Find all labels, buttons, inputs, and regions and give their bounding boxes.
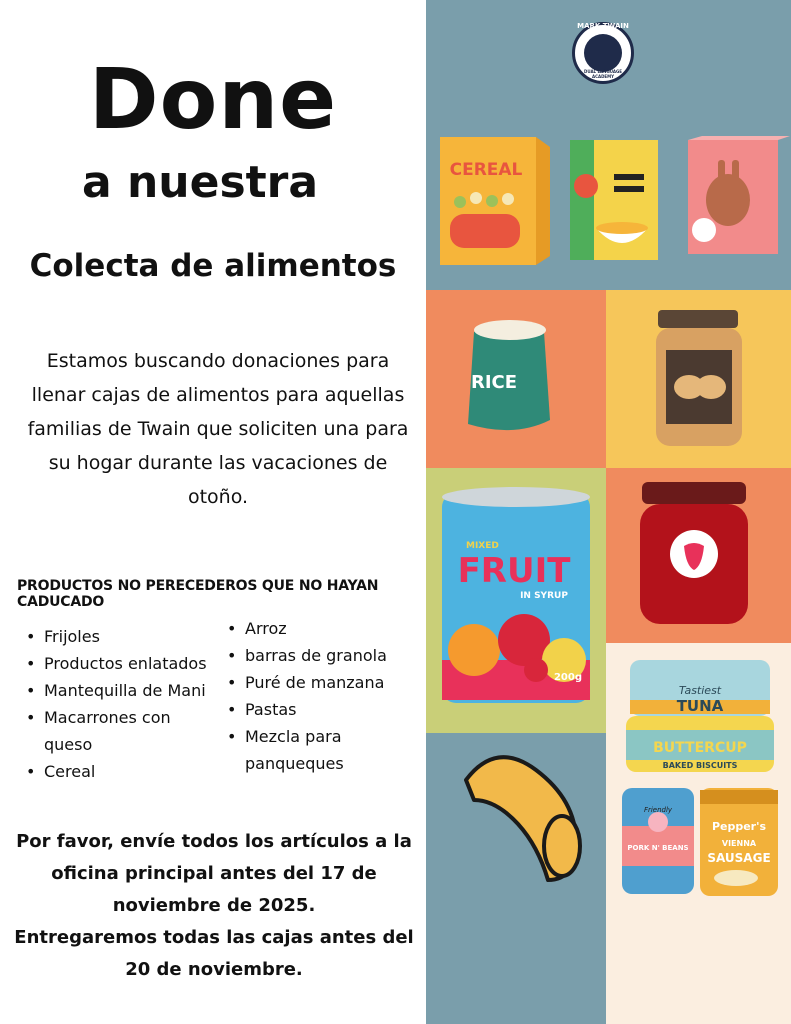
title-a-nuestra: a nuestra: [81, 157, 319, 208]
fruit-small-label: MIXED: [466, 541, 499, 551]
logo-top-text: MARK TWAIN: [577, 22, 629, 30]
list-item: • Arroz: [225, 615, 420, 642]
product-list-right: [225, 615, 420, 777]
intro-paragraph: Estamos buscando donaciones para llenar cajas de alimentos para aquellas familias de Twain que soliciten una para su hogar durante las vacaciones de otoño.: [27, 350, 409, 508]
cereal-label: CEREAL: [449, 160, 523, 180]
wolf-emblem-icon: [584, 34, 622, 72]
list-item: • Pastas: [225, 696, 420, 723]
peanut-butter-jar-icon: [656, 310, 742, 446]
sausage-label: SAUSAGE: [707, 851, 771, 865]
list-item: • Puré de manzana: [225, 669, 420, 696]
school-logo: [572, 22, 634, 84]
tuna-top-label: Tastiest: [678, 684, 722, 697]
product-list-left: [24, 623, 219, 785]
illustration-column: [426, 0, 791, 1024]
products-heading: PRODUCTOS NO PERECEDEROS QUE NO HAYAN CADUCADO: [17, 578, 379, 610]
food-illustrations: [426, 0, 791, 1024]
sausage-mid-label: VIENNA: [721, 839, 757, 848]
list-item: • Frijoles: [24, 623, 219, 650]
logo-bottom-text: DUAL LANGUAGE ACADEMY: [584, 69, 622, 79]
tuna-label: TUNA: [676, 697, 724, 715]
list-item: • Productos enlatados: [24, 650, 219, 677]
list-item: • barras de granola: [225, 642, 420, 669]
list-item: • Mantequilla de Mani: [24, 677, 219, 704]
beans-label: PORK N' BEANS: [627, 844, 689, 852]
cereal-box-icon: [440, 137, 550, 265]
sausage-top-label: Pepper's: [711, 820, 767, 833]
fruit-sub-label: IN SYRUP: [520, 591, 568, 601]
title-done: Done: [88, 50, 338, 148]
footer-line-2: Entregaremos todas las cajas antes del 20 de noviembre.: [14, 927, 414, 980]
rice-label: RICE: [470, 372, 518, 393]
footer-instructions: [12, 826, 416, 986]
jam-jar-icon: [640, 482, 748, 624]
fruit-label: FRUIT: [457, 551, 571, 591]
list-item: • Mezcla para panqueques: [225, 723, 420, 777]
biscuit-label: BUTTERCUP: [653, 740, 747, 756]
title-colecta: Colecta de alimentos: [29, 248, 397, 284]
list-item: • Macarrones con queso: [24, 704, 219, 758]
biscuit-sub-label: BAKED BISCUITS: [662, 761, 738, 770]
rooster-cereal-box-icon: [570, 140, 658, 260]
list-item: • Cereal: [24, 758, 219, 785]
footer-line-1: Por favor, envíe todos los artículos a la oficina principal antes del 17 de noviembre de 2025.: [16, 831, 412, 916]
bunny-cereal-box-icon: [688, 136, 790, 254]
pork-beans-can-icon: [622, 788, 694, 894]
beans-top-label: Friendly: [643, 806, 673, 814]
fruit-weight: 200g: [553, 672, 583, 683]
